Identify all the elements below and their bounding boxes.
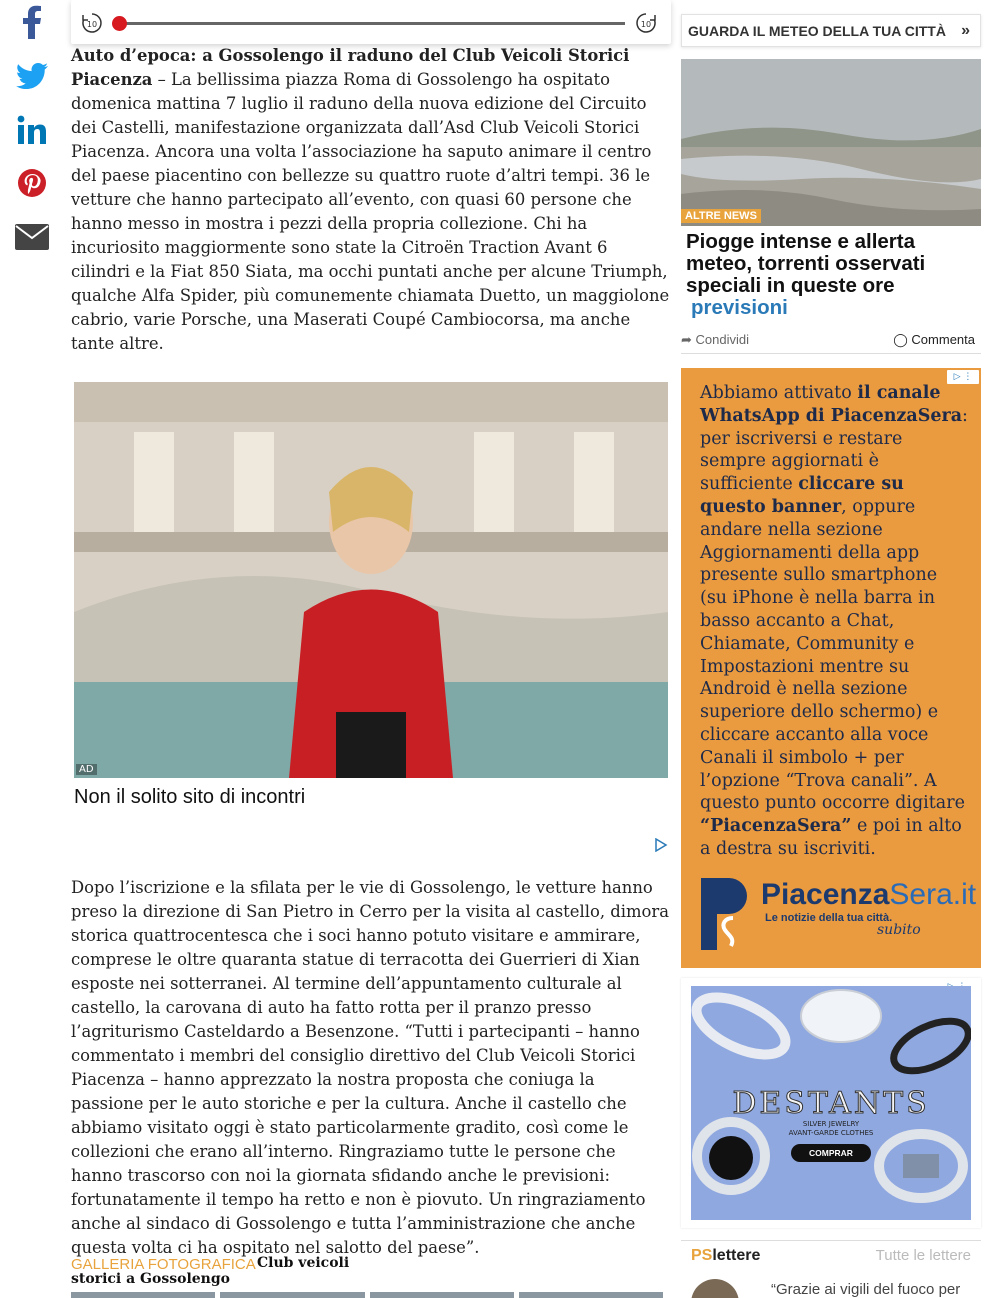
news-badge: ALTRE NEWS (681, 209, 761, 223)
news-share-label: Condividi (695, 332, 749, 347)
email-icon (15, 224, 49, 250)
linkedin-icon (17, 115, 47, 145)
wa-bold-3: “PiacenzaSera” (700, 816, 852, 837)
ps-lettere-heading (691, 1247, 760, 1265)
news-image[interactable] (681, 59, 981, 226)
wa-bold-1: il canale WhatsApp di PiacenzaSera (700, 383, 963, 426)
news-share-button[interactable] (681, 332, 749, 348)
player-progress-knob[interactable] (112, 16, 127, 31)
svg-text:10: 10 (640, 20, 652, 29)
pinterest-icon (17, 168, 47, 198)
news-subtitle: previsioni (691, 296, 788, 319)
jewelry-cta-button[interactable]: COMPRAR (791, 1144, 871, 1162)
ps-lettere-label: lettere (712, 1247, 761, 1264)
gallery-thumb[interactable] (519, 1292, 663, 1298)
double-chevron-right-icon: » (961, 22, 970, 39)
gallery-thumb[interactable] (71, 1292, 215, 1298)
news-comment-label: Commenta (911, 332, 975, 347)
ad-label: AD (76, 764, 97, 775)
player-progress-track[interactable] (119, 22, 625, 25)
whatsapp-banner-text (700, 382, 968, 861)
ps-logo-sign: subito (877, 922, 921, 938)
meteo-link[interactable] (681, 14, 981, 47)
ps-lettere-prefix: PS (691, 1247, 713, 1264)
wa-bold-2: cliccare su questo banner (700, 474, 904, 517)
ps-logo-tagline: Le notizie della tua città. (765, 912, 893, 924)
ps-logo-name-b: Sera.it (889, 878, 977, 911)
svg-text:10: 10 (86, 20, 98, 29)
gallery-title-line2[interactable]: storici a Gossolengo (71, 1271, 230, 1287)
article-paragraph-1 (71, 44, 671, 356)
article-lead-bold: Auto d’epoca: a Gossolengo il raduno del Club Veicoli Storici Piacenza (71, 46, 630, 89)
news-title-text: Piogge intense e allerta meteo, torrenti osservati speciali in queste ore (686, 230, 926, 297)
ps-lettere-quote[interactable]: “Grazie ai vigili del fuoco per (771, 1281, 961, 1298)
whatsapp-channel-banner[interactable] (681, 368, 981, 968)
gallery-thumb[interactable] (370, 1292, 514, 1298)
twitter-icon (16, 63, 48, 89)
facebook-icon (21, 5, 43, 39)
ps-lettere-widget (681, 1240, 981, 1298)
wa-text-3: , oppure andare nella sezione Aggiornamenti della app presente sullo smartphone (su iPhone è nella barra in basso accanto a Chat, Chiamate, Community e Impostazioni mentre su Android è nella sezione superiore dello schermo) e cliccare accanto alla voce Canali il simbolo + per l’opzione “Trova canali”. A questo punto occorre digitare (700, 496, 965, 814)
share-twitter-button[interactable] (14, 58, 50, 94)
ps-logo-mark (697, 874, 757, 954)
ad-choices-icon[interactable] (654, 838, 668, 852)
comment-bubble-icon: ◯ (893, 332, 912, 347)
fountain-ad-illustration (74, 382, 668, 778)
jewelry-sub-line1: SILVER JEWELRY (802, 1120, 860, 1128)
jewelry-ad[interactable] (681, 978, 981, 1228)
ad-image[interactable] (74, 382, 668, 778)
news-actions (681, 328, 981, 354)
article-paragraph-2: Dopo l’iscrizione e la sfilata per le vie di Gossolengo, le vetture hanno preso la direzione di San Pietro in Cerro per la visita al castello, dimora storica quattrocentesca che i soci hanno potuto visitare e ammirare, comprese le oltre quaranta statue di terracotta dei Guerrieri di Xian esposte nei sotterranei. Al termine dell’appuntamento culturale al castello, la carovana di auto ha fatto rotta per il pranzo presso l’agriturismo Casteldardo a Besenzone. “Tutti i partecipanti – hanno commentato i membri del consiglio direttivo del Club Veicoli Storici Piacenza – hanno apprezzato la nostra proposta che coniuga la passione per le auto storiche e per la cultura. Anche il castello che abbiamo visitato oggi è stato particolarmente gradito, così come le collezioni che erano all’interno. Ringraziamo tutte le persone che hanno trascorso con noi la giornata sfidando anche le previsioni: fortunatamente il tempo ha retto e non è piovuto. Un ringraziamento anche al sindaco di Gossolengo e tutta l’amministrazione che anche questa volta ci ha ospitato nel salotto del paese”. (71, 878, 669, 1257)
jewelry-brand: DESTANTS (732, 1086, 930, 1121)
share-facebook-button[interactable] (14, 4, 50, 40)
avatar (691, 1279, 739, 1298)
share-email-button[interactable] (14, 219, 50, 255)
ad-title[interactable]: Non il solito sito di incontri (74, 786, 306, 808)
gallery-title-line1[interactable]: Club veicoli (257, 1255, 350, 1271)
rewind-10-icon[interactable] (81, 12, 103, 34)
jewelry-ad-image (691, 986, 971, 1220)
news-comment-button[interactable] (893, 332, 975, 348)
forward-10-icon[interactable] (635, 12, 657, 34)
wa-text-2: : per iscriversi e restare sempre aggiornati è sufficiente (700, 405, 968, 495)
wa-text-1: Abbiamo attivato (700, 383, 858, 403)
gallery-label: GALLERIA FOTOGRAFICA (71, 1256, 256, 1273)
ad-corner-icon[interactable]: ▷ ⋮ (947, 370, 979, 384)
audio-player (71, 0, 671, 44)
jewelry-sub-line2: AVANT-GARDE CLOTHES (788, 1129, 874, 1137)
ps-logo-name-a: Piacenza (761, 878, 890, 911)
article-lead-text: – La bellissima piazza Roma di Gossolengo ha ospitato domenica mattina 7 luglio il raduno della nuova edizione del Circuito dei Castelli, manifestazione organizzata dall’Asd Club Veicoli Storici Piacenza. Ancora una volta l’associazione ha saputo animare il centro del paese piacentino con bellezze su quattro ruote d’altri tempi. 36 le vetture che hanno partecipato all’evento, con quasi 60 persone che hanno messo in mostra i pezzi della propria collezione. Chi ha incuriosito maggiormente sono state la Citroën Traction Avant 6 cilindri e la Fiat 850 Siata, ma occhi puntati anche per alcune Triumph, qualche Alfa Spider, più comunemente chiamata Duetto, un maggiolone cabrio, varie Porsche, una Maserati Coupé Cambiocorsa, ma anche tante altre. (71, 70, 670, 353)
piacenzasera-logo (697, 872, 977, 956)
gallery-thumbnails (71, 1292, 663, 1298)
ps-lettere-all-link[interactable]: Tutte le lettere (875, 1247, 971, 1264)
river-photo (681, 59, 981, 226)
gallery-thumb[interactable] (220, 1292, 364, 1298)
share-pinterest-button[interactable] (14, 165, 50, 201)
news-title[interactable] (686, 231, 978, 319)
ps-logo-wordmark (761, 878, 976, 912)
jewelry-subtitle (691, 1120, 971, 1138)
meteo-label: GUARDA IL METEO DELLA TUA CITTÀ (688, 22, 946, 39)
wa-text-4: e poi in alto a destra su iscriviti. (700, 816, 962, 859)
share-arrow-icon: ➦ (681, 332, 696, 347)
share-linkedin-button[interactable] (14, 112, 50, 148)
